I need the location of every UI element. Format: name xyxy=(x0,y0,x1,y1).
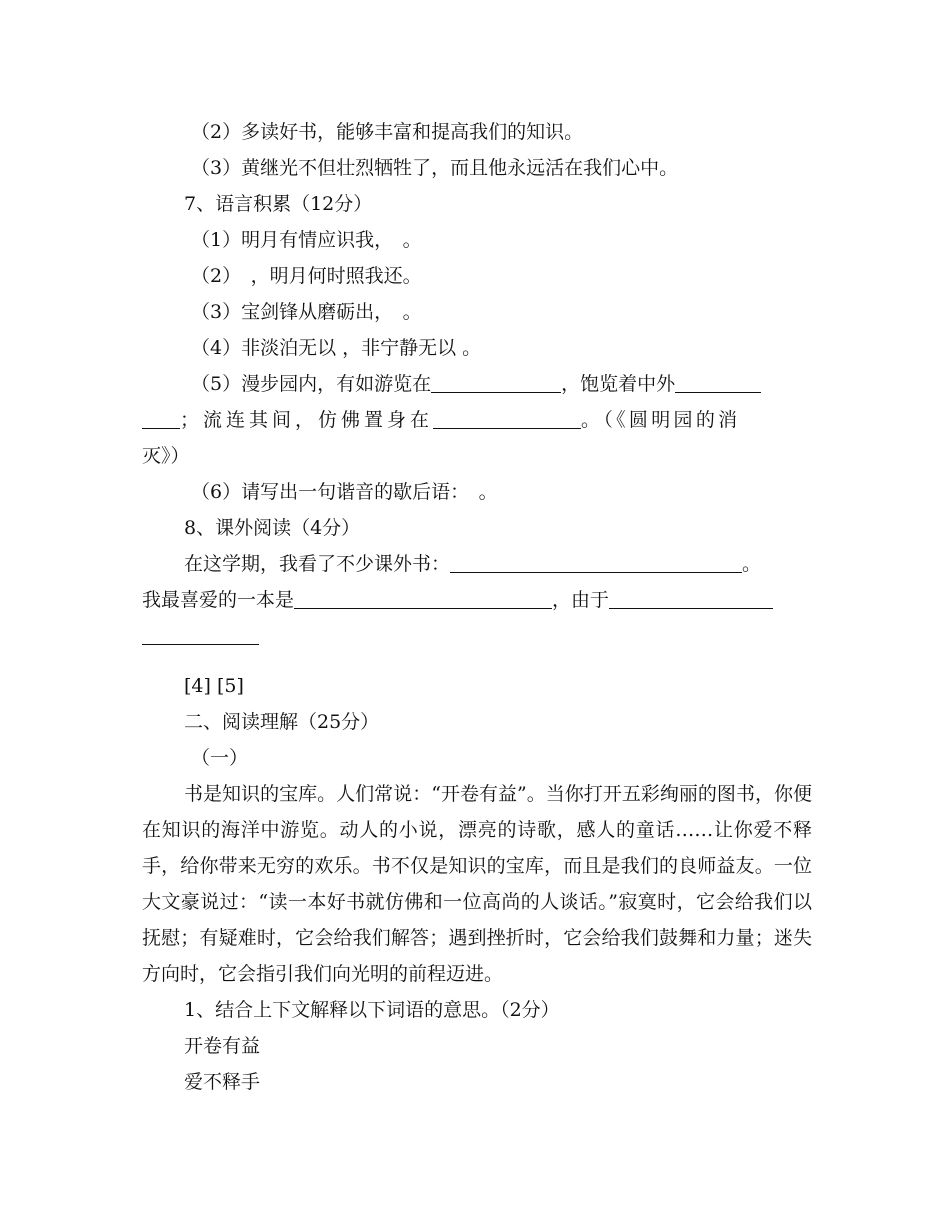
term: 爱不释手 xyxy=(184,1071,261,1093)
text-line: （3）黄继光不但壮烈牺牲了，而且他永远活在我们心中。 xyxy=(191,157,679,179)
text-line xyxy=(142,546,812,582)
section-heading: 7、语言积累（12分） xyxy=(184,193,373,215)
text-fragment: ；流连其间，仿佛置身在 xyxy=(180,409,434,431)
text-line xyxy=(142,402,812,438)
fill-blank[interactable] xyxy=(433,406,581,429)
text-fragment: 在这学期，我看了不少课外书： xyxy=(184,553,451,575)
text-line: （2） ，明月何时照我还。 xyxy=(191,265,422,287)
text-fragment: 。 xyxy=(742,553,762,575)
text-line: （3）宝剑锋从磨砺出， 。 xyxy=(191,301,422,323)
section-heading: 二、阅读理解（25分） xyxy=(184,711,380,733)
fill-blank[interactable] xyxy=(431,370,561,393)
text-line xyxy=(142,366,812,402)
text-line xyxy=(142,582,812,618)
text-fragment: 。（《圆明园的消 xyxy=(581,409,741,431)
text-line: （4）非淡泊无以 ，非宁静无以 。 xyxy=(191,337,482,359)
fill-blank[interactable] xyxy=(450,550,742,573)
text-fragment: 我最喜爱的一本是 xyxy=(142,589,295,611)
term: 开卷有益 xyxy=(184,1035,261,1057)
fill-blank[interactable] xyxy=(294,586,552,609)
section-heading: 8、课外阅读（4分） xyxy=(184,517,361,539)
reading-passage: 书是知识的宝库。人们常说：“开卷有益”。当你打开五彩绚丽的图书，你便在知识的海洋中游览。动人的小说，漂亮的诗歌，感人的童话……让你爱不释手，给你带来无穷的欢乐。书不仅是知识的宝库，而且是我们的良师益友。一位大文豪说过：“读一本好书就仿佛和一位高尚的人谈话。”寂寞时，它会给我们以抚慰；有疑难时，它会给我们解答；遇到挫折时，它会给我们鼓舞和力量；迷失方向时，它会指引我们向光明的前程迈进。 xyxy=(142,783,812,985)
fill-blank[interactable] xyxy=(675,370,761,393)
text-line: 灭》） xyxy=(142,445,190,467)
fill-blank[interactable] xyxy=(609,586,773,609)
text-line: （2）多读好书，能够丰富和提高我们的知识。 xyxy=(191,121,584,143)
text-fragment: ，由于 xyxy=(552,589,610,611)
text-line: （6）请写出一句谐音的歇后语： 。 xyxy=(191,481,498,503)
text-line xyxy=(142,618,812,654)
text-fragment: （5）漫步园内，有如游览在 xyxy=(191,373,432,395)
text-line: （1）明月有情应识我， 。 xyxy=(191,229,422,251)
fill-blank[interactable] xyxy=(142,406,180,429)
document-body xyxy=(142,114,812,1100)
text-line: [4] [5] xyxy=(184,675,244,697)
question: 1、结合上下文解释以下词语的意思。（2分） xyxy=(184,999,560,1021)
text-line: （一） xyxy=(191,747,249,769)
fill-blank[interactable] xyxy=(142,622,259,645)
text-fragment: ，饱览着中外 xyxy=(561,373,676,395)
